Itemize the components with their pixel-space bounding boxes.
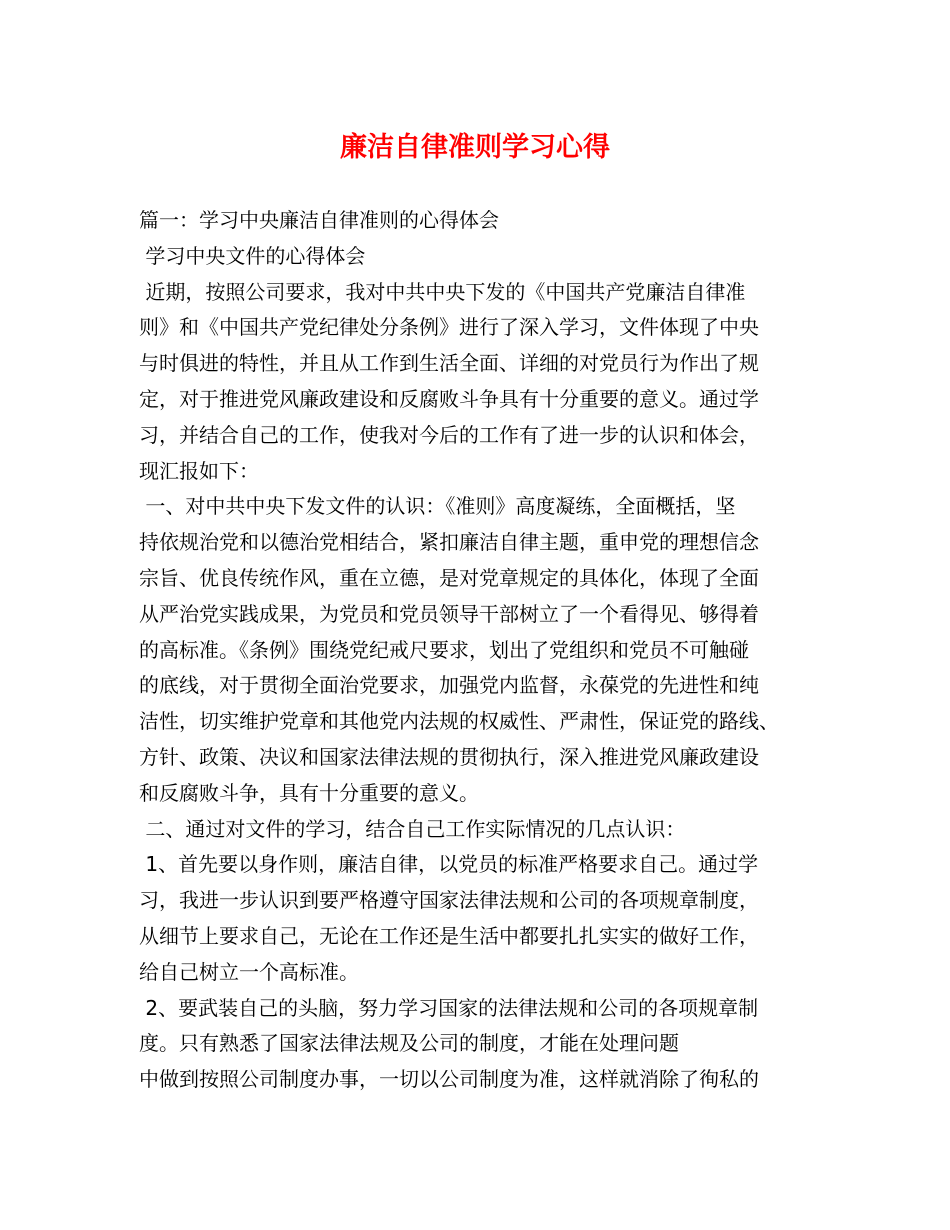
text-line: 和反腐败斗争，具有十分重要的意义。 xyxy=(139,780,479,805)
text-line: 近期，按照公司要求，我对中共中央下发的《中国共产党廉洁自律准 xyxy=(139,279,746,304)
text-line: 现汇报如下： xyxy=(139,458,259,483)
text-line: 与时俱进的特性，并且从工作到生活全面、详细的对党员行为作出了规 xyxy=(139,351,759,376)
text-line: 1、首先要以身作则，廉洁自律，以党员的标准严格要求自己。通过学 xyxy=(139,852,759,877)
document-body xyxy=(139,203,839,1098)
text-line: 习，我进一步认识到要严格遵守国家法律法规和公司的各项规章制度， xyxy=(139,888,759,913)
text-line: 定，对于推进党风廉政建设和反腐败斗争具有十分重要的意义。通过学 xyxy=(139,386,759,411)
text-line: 则》和《中国共产党纪律处分条例》进行了深入学习，文件体现了中央 xyxy=(139,315,759,340)
text-line: 方针、政策、决议和国家法律法规的贯彻执行，深入推进党风廉政建设 xyxy=(139,744,759,769)
document-title: 廉洁自律准则学习心得 xyxy=(340,132,610,163)
text-line: 宗旨、优良传统作风，重在立德，是对党章规定的具体化，体现了全面 xyxy=(139,565,759,590)
text-line: 给自己树立一个高标准。 xyxy=(139,959,359,984)
text-line: 度。只有熟悉了国家法律法规及公司的制度，才能在处理问题 xyxy=(139,1031,679,1056)
text-line: 的底线，对于贯彻全面治党要求，加强党内监督，永葆党的先进性和纯 xyxy=(139,673,759,698)
text-line: 学习中央文件的心得体会 xyxy=(139,243,366,268)
text-line: 洁性，切实维护党章和其他党内法规的权威性、严肃性，保证党的路线、 xyxy=(139,709,779,734)
text-line: 一、对中共中央下发文件的认识：《准则》高度凝练，全面概括，坚 xyxy=(139,494,736,519)
text-line: 从严治党实践成果，为党员和党员领导干部树立了一个看得见、够得着 xyxy=(139,601,759,626)
text-line: 2、要武装自己的头脑，努力学习国家的法律法规和公司的各项规章制 xyxy=(139,995,759,1020)
text-line: 从细节上要求自己，无论在工作还是生活中都要扎扎实实的做好工作， xyxy=(139,923,759,948)
text-line: 的高标准。《条例》围绕党纪戒尺要求，划出了党组织和党员不可触碰 xyxy=(139,637,749,662)
text-line: 篇一：学习中央廉洁自律准则的心得体会 xyxy=(139,208,499,232)
text-line: 持依规治党和以德治党相结合，紧扣廉洁自律主题，重申党的理想信念 xyxy=(139,530,759,555)
text-line: 习，并结合自己的工作，使我对今后的工作有了进一步的认识和体会， xyxy=(139,422,759,447)
text-line: 中做到按照公司制度办事，一切以公司制度为准，这样就消除了徇私的 xyxy=(139,1067,759,1092)
text-line: 二、通过对文件的学习，结合自己工作实际情况的几点认识： xyxy=(139,816,686,841)
